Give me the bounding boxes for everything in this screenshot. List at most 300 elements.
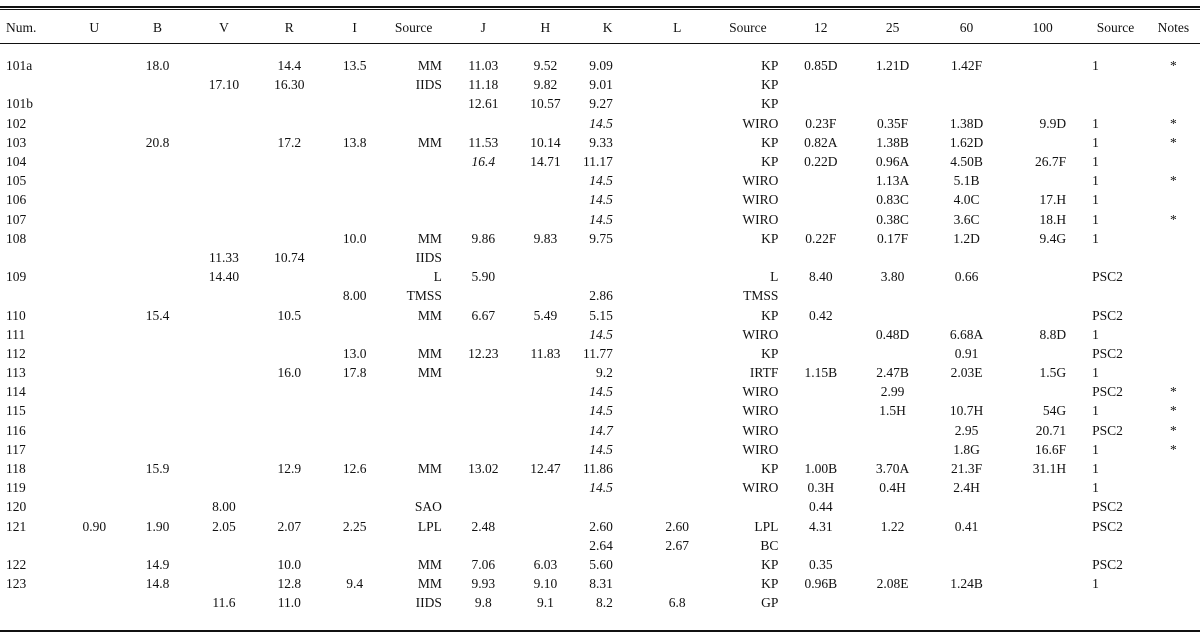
cell-num: 111 xyxy=(6,326,26,342)
cell-u xyxy=(73,497,116,516)
cell-source-ir: WIRO xyxy=(742,211,779,227)
cell-k: 9.09 xyxy=(589,58,613,74)
cell-num: 120 xyxy=(6,499,27,515)
cell-source-ir: LPL xyxy=(754,518,779,534)
cell-100um: 9.4G xyxy=(1039,230,1067,246)
cell-num: 108 xyxy=(6,230,27,246)
cell-25um: 2.08E xyxy=(876,576,909,592)
cell-l xyxy=(643,114,712,133)
cell-source-ir: L xyxy=(770,269,779,285)
col-header: K xyxy=(602,19,613,35)
cell-i xyxy=(330,401,379,420)
cell-60um xyxy=(928,94,1005,113)
cell-v xyxy=(199,114,248,133)
table-row xyxy=(0,325,1196,344)
cell-source-ir: WIRO xyxy=(742,115,779,131)
top-rule-double xyxy=(0,9,1200,10)
cell-12um: 4.31 xyxy=(808,518,833,534)
cell-100um: 1.5G xyxy=(1039,365,1067,381)
cell-r xyxy=(249,229,330,248)
cell-25um xyxy=(857,75,928,94)
cell-h xyxy=(519,421,573,440)
cell-j: 11.53 xyxy=(468,134,499,150)
cell-k: 11.77 xyxy=(583,345,613,361)
cell-note xyxy=(1151,363,1196,382)
cell-i xyxy=(330,325,379,344)
cell-h xyxy=(519,363,573,382)
cell-source-optical: IIDS xyxy=(415,249,442,265)
cell-source-optical xyxy=(379,171,448,190)
cell-num: 101b xyxy=(6,96,33,112)
cell-note xyxy=(1151,94,1196,113)
cell-v: 11.6 xyxy=(212,595,236,611)
cell-j: 7.06 xyxy=(471,556,496,572)
cell-60um: 1.42F xyxy=(950,58,983,74)
cell-source-optical xyxy=(379,114,448,133)
cell-12um xyxy=(784,440,857,459)
cell-source-iras: 1 xyxy=(1092,173,1099,189)
cell-v xyxy=(199,382,248,401)
col-header: B xyxy=(153,19,163,35)
cell-12um: 0.42 xyxy=(808,307,833,323)
cell-num xyxy=(0,536,73,555)
cell-j xyxy=(448,363,519,382)
cell-note: * xyxy=(1170,173,1177,189)
table-row xyxy=(0,75,1196,94)
cell-h xyxy=(519,114,573,133)
cell-u xyxy=(73,593,116,612)
cell-source-iras: 1 xyxy=(1092,134,1099,150)
cell-r: 10.74 xyxy=(274,249,305,265)
cell-l xyxy=(643,555,712,574)
cell-i xyxy=(330,305,379,324)
cell-k xyxy=(572,267,643,286)
table-row xyxy=(0,555,1196,574)
cell-v xyxy=(199,344,248,363)
cell-100um: 31.1H xyxy=(1032,461,1067,477)
cell-r: 14.4 xyxy=(277,58,302,74)
cell-i xyxy=(330,171,379,190)
cell-source-optical xyxy=(379,190,448,209)
cell-25um: 3.80 xyxy=(880,269,905,285)
cell-h xyxy=(519,478,573,497)
cell-source-ir: WIRO xyxy=(742,173,779,189)
cell-num xyxy=(0,75,73,94)
cell-v xyxy=(199,190,248,209)
cell-source-optical: MM xyxy=(417,556,442,572)
cell-u xyxy=(73,190,116,209)
cell-note xyxy=(1151,344,1196,363)
cell-note xyxy=(1151,574,1196,593)
cell-j: 11.18 xyxy=(468,77,499,93)
cell-100um xyxy=(1005,133,1080,152)
cell-u xyxy=(73,574,116,593)
cell-u xyxy=(73,210,116,229)
cell-source-ir: KP xyxy=(761,134,779,150)
table-row xyxy=(0,593,1196,612)
cell-j: 11.03 xyxy=(468,58,499,74)
cell-j xyxy=(448,440,519,459)
cell-100um: 17.H xyxy=(1039,192,1067,208)
cell-k: 11.86 xyxy=(583,461,613,477)
cell-12um xyxy=(784,210,857,229)
cell-100um: 8.8D xyxy=(1039,326,1067,342)
cell-u xyxy=(73,459,116,478)
cell-i xyxy=(330,75,379,94)
cell-b xyxy=(116,229,200,248)
cell-60um: 1.38D xyxy=(949,115,984,131)
cell-k: 5.15 xyxy=(589,307,613,323)
cell-source-iras: 1 xyxy=(1092,365,1099,381)
cell-v: 17.10 xyxy=(208,77,240,93)
cell-r xyxy=(249,267,330,286)
cell-source-iras: 1 xyxy=(1092,326,1099,342)
col-header: Source xyxy=(1096,19,1135,35)
cell-l xyxy=(643,497,712,516)
cell-25um xyxy=(857,248,928,267)
cell-source-optical xyxy=(379,94,448,113)
cell-h: 6.03 xyxy=(533,556,558,572)
cell-b xyxy=(116,248,200,267)
cell-h xyxy=(519,210,573,229)
cell-100um xyxy=(1005,305,1080,324)
col-header: 60 xyxy=(959,19,974,35)
cell-25um xyxy=(857,536,928,555)
cell-h: 14.71 xyxy=(530,154,561,170)
cell-100um xyxy=(1005,593,1080,612)
cell-v xyxy=(199,94,248,113)
cell-source-iras: 1 xyxy=(1092,58,1099,74)
cell-b xyxy=(116,421,200,440)
cell-b xyxy=(116,210,200,229)
cell-r: 10.0 xyxy=(277,556,302,572)
cell-note xyxy=(1151,593,1196,612)
cell-source-iras: PSC2 xyxy=(1092,269,1123,285)
cell-u xyxy=(73,267,116,286)
cell-k: 9.75 xyxy=(589,230,613,246)
cell-100um: 18.H xyxy=(1039,211,1067,227)
cell-source-ir: KP xyxy=(761,58,779,74)
cell-h xyxy=(519,536,573,555)
cell-k: 14.5 xyxy=(589,115,613,131)
cell-u xyxy=(73,248,116,267)
cell-source-optical xyxy=(379,536,448,555)
cell-25um: 2.99 xyxy=(880,384,905,400)
top-rule xyxy=(0,6,1200,8)
cell-12um xyxy=(784,593,857,612)
cell-num: 116 xyxy=(6,422,26,438)
cell-note xyxy=(1151,229,1196,248)
table-row xyxy=(0,344,1196,363)
cell-l xyxy=(643,171,712,190)
cell-u xyxy=(73,363,116,382)
cell-note xyxy=(1151,459,1196,478)
cell-k: 2.86 xyxy=(589,288,613,304)
cell-source-iras: PSC2 xyxy=(1092,422,1123,438)
cell-j xyxy=(448,497,519,516)
cell-b xyxy=(116,497,200,516)
table-row xyxy=(0,94,1196,113)
cell-25um: 0.4H xyxy=(879,480,906,496)
table-row xyxy=(0,190,1196,209)
cell-60um: 10.7H xyxy=(949,403,984,419)
cell-k: 14.5 xyxy=(589,192,613,208)
cell-60um xyxy=(928,305,1005,324)
cell-num: 104 xyxy=(6,154,27,170)
cell-v xyxy=(199,229,248,248)
cell-100um xyxy=(1005,555,1080,574)
cell-r: 12.9 xyxy=(277,461,302,477)
cell-12um xyxy=(784,75,857,94)
cell-12um: 0.82A xyxy=(804,134,838,150)
cell-h: 9.83 xyxy=(533,230,558,246)
cell-num: 110 xyxy=(6,307,26,323)
cell-l: 2.67 xyxy=(665,537,690,553)
table-row xyxy=(0,401,1196,420)
cell-i: 2.25 xyxy=(342,518,367,534)
cell-i: 13.0 xyxy=(342,345,367,361)
col-header: Notes xyxy=(1157,19,1190,35)
cell-j: 12.61 xyxy=(468,96,499,112)
cell-25um: 1.21D xyxy=(875,58,910,74)
cell-source-optical: MM xyxy=(417,230,442,246)
cell-k: 14.5 xyxy=(589,173,613,189)
cell-l xyxy=(643,382,712,401)
cell-source-optical xyxy=(379,325,448,344)
cell-j xyxy=(448,248,519,267)
cell-source-optical: MM xyxy=(417,307,442,323)
cell-source-ir: GP xyxy=(761,595,779,611)
cell-h: 9.52 xyxy=(533,58,558,74)
cell-source-iras: 1 xyxy=(1092,576,1099,592)
cell-100um: 9.9D xyxy=(1039,115,1067,131)
cell-source-optical: MM xyxy=(417,58,442,74)
cell-k: 14.7 xyxy=(589,422,613,438)
cell-h xyxy=(519,325,573,344)
cell-h xyxy=(519,517,573,536)
cell-25um: 1.38B xyxy=(876,134,909,150)
cell-k: 14.5 xyxy=(589,326,613,342)
cell-note: * xyxy=(1170,441,1177,457)
cell-source-optical xyxy=(379,440,448,459)
cell-25um: 0.83C xyxy=(876,192,909,208)
cell-source-ir: KP xyxy=(761,154,779,170)
cell-num: 119 xyxy=(6,480,26,496)
cell-i xyxy=(330,421,379,440)
cell-num xyxy=(0,286,73,305)
cell-source-iras: PSC2 xyxy=(1092,518,1123,534)
cell-h xyxy=(519,401,573,420)
cell-100um xyxy=(1005,382,1080,401)
cell-60um: 1.2D xyxy=(953,230,980,246)
cell-100um xyxy=(1005,75,1080,94)
cell-source-optical xyxy=(379,401,448,420)
cell-r xyxy=(249,440,330,459)
cell-note xyxy=(1151,497,1196,516)
cell-60um: 6.68A xyxy=(949,326,984,342)
cell-12um: 0.22D xyxy=(804,154,838,170)
cell-l xyxy=(643,574,712,593)
cell-note xyxy=(1151,325,1196,344)
cell-100um: 54G xyxy=(1042,403,1067,419)
cell-i xyxy=(330,248,379,267)
cell-l xyxy=(643,421,712,440)
cell-12um xyxy=(784,190,857,209)
header-row xyxy=(0,13,1196,42)
cell-r xyxy=(249,190,330,209)
cell-source-optical: MM xyxy=(417,461,442,477)
cell-j: 9.8 xyxy=(474,595,492,611)
cell-60um: 4.50B xyxy=(950,154,983,170)
cell-u xyxy=(73,440,116,459)
cell-note: * xyxy=(1170,58,1177,74)
cell-v xyxy=(199,363,248,382)
cell-v xyxy=(199,459,248,478)
cell-source-ir: WIRO xyxy=(742,403,779,419)
cell-r: 12.8 xyxy=(277,576,302,592)
cell-l xyxy=(643,152,712,171)
cell-source-iras: PSC2 xyxy=(1092,556,1123,572)
cell-note xyxy=(1151,536,1196,555)
cell-100um xyxy=(1005,344,1080,363)
cell-h xyxy=(519,440,573,459)
cell-i xyxy=(330,94,379,113)
cell-source-optical: IIDS xyxy=(415,77,442,93)
cell-b: 1.90 xyxy=(145,518,170,534)
cell-j xyxy=(448,325,519,344)
cell-source-optical: L xyxy=(433,269,442,285)
cell-r xyxy=(249,286,330,305)
cell-60um: 21.3F xyxy=(950,461,983,477)
cell-25um: 2.47B xyxy=(876,365,909,381)
table-row xyxy=(0,440,1196,459)
cell-u xyxy=(73,171,116,190)
cell-source-optical: SAO xyxy=(414,499,442,515)
cell-source-optical: MM xyxy=(417,365,442,381)
cell-r xyxy=(249,478,330,497)
cell-60um: 1.62D xyxy=(949,134,984,150)
cell-source-optical xyxy=(379,382,448,401)
cell-12um xyxy=(784,171,857,190)
cell-60um: 1.8G xyxy=(953,441,980,457)
cell-note xyxy=(1151,517,1196,536)
cell-b xyxy=(116,536,200,555)
table-row xyxy=(0,152,1196,171)
cell-12um xyxy=(784,401,857,420)
cell-j: 9.93 xyxy=(471,576,496,592)
cell-25um xyxy=(857,286,928,305)
table-row xyxy=(0,363,1196,382)
cell-source-ir: WIRO xyxy=(742,384,779,400)
table-row xyxy=(0,459,1196,478)
cell-i xyxy=(330,536,379,555)
cell-k: 9.01 xyxy=(589,77,613,93)
cell-i xyxy=(330,555,379,574)
cell-b xyxy=(116,75,200,94)
cell-25um: 0.38C xyxy=(876,211,909,227)
table-row xyxy=(0,133,1196,152)
cell-j: 16.4 xyxy=(471,154,496,170)
cell-i xyxy=(330,190,379,209)
cell-j xyxy=(448,401,519,420)
table-row xyxy=(0,497,1196,516)
col-header: L xyxy=(673,19,682,35)
photometry-table xyxy=(0,13,1196,612)
cell-source-ir: WIRO xyxy=(742,441,779,457)
cell-h: 12.47 xyxy=(530,461,561,477)
cell-25um xyxy=(857,421,928,440)
cell-source-iras: 1 xyxy=(1092,403,1099,419)
cell-i xyxy=(330,593,379,612)
cell-source-iras: PSC2 xyxy=(1092,345,1123,361)
cell-l xyxy=(643,401,712,420)
cell-v xyxy=(199,478,248,497)
cell-12um: 0.35 xyxy=(808,556,833,572)
cell-25um: 0.96A xyxy=(875,154,910,170)
cell-100um: 16.6F xyxy=(1034,441,1067,457)
cell-r xyxy=(249,401,330,420)
cell-source-ir: KP xyxy=(761,576,779,592)
cell-note: * xyxy=(1170,134,1177,150)
cell-i: 13.8 xyxy=(342,134,367,150)
cell-25um xyxy=(857,440,928,459)
cell-k: 9.33 xyxy=(589,134,613,150)
cell-num: 101a xyxy=(6,58,33,74)
cell-u xyxy=(73,229,116,248)
cell-j xyxy=(448,190,519,209)
cell-100um xyxy=(1005,267,1080,286)
cell-b xyxy=(116,440,200,459)
cell-j: 6.67 xyxy=(471,307,496,323)
cell-25um xyxy=(857,497,928,516)
cell-h xyxy=(519,267,573,286)
cell-source-ir: IRTF xyxy=(749,365,779,381)
cell-source-ir: KP xyxy=(761,345,779,361)
cell-source-optical: MM xyxy=(417,345,442,361)
cell-v: 2.05 xyxy=(212,518,236,534)
cell-60um xyxy=(928,536,1005,555)
cell-j xyxy=(448,210,519,229)
cell-note xyxy=(1151,248,1196,267)
cell-b xyxy=(116,401,200,420)
cell-r xyxy=(249,171,330,190)
cell-h: 5.49 xyxy=(533,307,558,323)
cell-l xyxy=(643,94,712,113)
cell-12um: 0.96B xyxy=(804,576,838,592)
cell-i xyxy=(330,440,379,459)
cell-b xyxy=(116,171,200,190)
cell-k: 14.5 xyxy=(589,384,613,400)
cell-h: 10.14 xyxy=(530,134,561,150)
cell-num: 123 xyxy=(6,576,27,592)
cell-l xyxy=(643,440,712,459)
cell-source-iras: 1 xyxy=(1092,154,1099,170)
table-row xyxy=(0,517,1196,536)
cell-v xyxy=(199,305,248,324)
cell-u xyxy=(73,286,116,305)
cell-r: 2.07 xyxy=(277,518,302,534)
cell-v xyxy=(199,171,248,190)
cell-25um xyxy=(857,555,928,574)
cell-60um: 3.6C xyxy=(953,211,980,227)
cell-source-iras: PSC2 xyxy=(1092,307,1123,323)
cell-l xyxy=(643,267,712,286)
cell-i: 13.5 xyxy=(342,58,367,74)
cell-num: 121 xyxy=(6,518,27,534)
cell-h: 10.57 xyxy=(530,96,561,112)
cell-h: 9.1 xyxy=(536,595,554,611)
cell-k: 8.31 xyxy=(589,576,613,592)
